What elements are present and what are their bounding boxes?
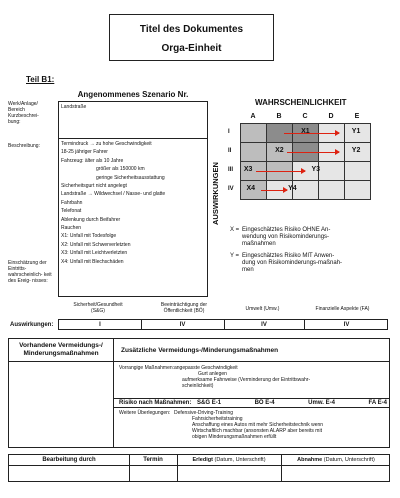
risk-after-sg-value: E-1 (211, 400, 222, 406)
matrix-cell (318, 161, 345, 181)
risk-marker-x4: X4 (246, 184, 256, 192)
risk-marker-x3: X3 (243, 165, 253, 173)
impact-row-label: Auswirkungen: (10, 322, 54, 328)
risk-after-values (197, 400, 391, 406)
description-line: Ablenkung durch Beifahrer (61, 216, 121, 223)
footer-termin: Termin (143, 457, 163, 463)
description-line: Telefonat (61, 208, 82, 215)
einschaetzung-label: Einschätzung der Eintritts- wahrscheinlich- keit des Ereig- nisses: (8, 260, 52, 284)
risk-marker-y1: Y1 (351, 127, 361, 135)
description-line: Rauchen (61, 225, 82, 232)
risk-arrow (287, 152, 339, 153)
matrix-cell (344, 180, 371, 200)
impact-header-umw: Umwelt (Umw.) (245, 306, 280, 312)
description-line: Sicherheitsgurt nicht angelegt (61, 183, 127, 190)
risk-arrow (284, 133, 339, 134)
impact-value-fa: IV (343, 322, 350, 328)
further-label: Weitere Überlegungen: (119, 410, 171, 416)
description-line: X2: Unfall mit Schwerverletzten (61, 241, 131, 248)
risk-after-umw-value: E-4 (325, 400, 335, 406)
risk-after-boe-value: E-4 (265, 400, 275, 406)
title-box (109, 14, 274, 61)
matrix-col-label: A (250, 113, 256, 120)
scenario-heading: Angenommenes Szenario Nr. (77, 90, 189, 99)
existing-measures-heading: Vorhandene Vermeidungs-/ Minderungsmaßnahmen (19, 342, 103, 357)
footer-table (8, 454, 390, 482)
impact-header-boe: Beeinträchtigung der Öffentlichkeit (BÖ) (160, 302, 208, 314)
matrix-row-label: II (228, 148, 232, 154)
risk-marker-y3: Y3 (311, 165, 321, 173)
scenario-box (58, 101, 208, 297)
risk-after-fa-value: E-4 (377, 400, 387, 406)
footer-abnahme: Abnahme (Datum, Unterschrift) (297, 457, 375, 463)
impact-row (58, 319, 388, 330)
risk-after-fa-key: FA (368, 400, 376, 406)
description-line: größer als 150000 km (96, 166, 145, 173)
legend-y: Y = Eingeschätztes Risiko MIT Anwen- dung von Risikominderungs-maßnah- men (230, 253, 343, 273)
impact-header-sg: Sicherheit/Gesundheit (S&G) (73, 302, 123, 314)
risk-after-boe-key: BÖ (254, 400, 264, 406)
document-title: Titel des Dokumentes (139, 24, 244, 35)
matrix-col-label: C (302, 113, 308, 120)
matrix-row-label: IV (228, 186, 234, 192)
risk-after-umw-key: Umw. (308, 400, 324, 406)
description-line: 18-25 jähriger Fahrer (61, 149, 108, 156)
description-list (61, 140, 165, 266)
risk-after-label: Risiko nach Maßnahmen: (119, 400, 192, 406)
risk-marker-y4: Y4 (288, 184, 297, 192)
risk-after-sg-key: S&G (197, 400, 211, 406)
description-line: Termindruck → zu hohe Geschwindigkeit (61, 141, 152, 147)
prior-measures-list: angepasste Geschwindigkeit Gurt anlegen aufmerksame Fahrweise (Verminderung der Eintrittswahr- scheinlichkeit) (174, 365, 311, 389)
risk-marker-x2: X2 (275, 146, 284, 154)
description-line: X1: Unfall mit Todesfolge (61, 233, 117, 240)
risk-arrow (256, 171, 305, 172)
description-line: X3: Unfall mit Leichtverletzten (61, 250, 128, 257)
werk-label: Werk/Anlage/ Bereich Kurzbeschrei- bung: (8, 101, 39, 125)
risk-marker-x1: X1 (301, 127, 310, 135)
risk-arrow (261, 190, 287, 191)
impact-value-boe: IV (179, 322, 186, 328)
beschreibung-label: Beschreibung: (8, 143, 40, 149)
matrix-legend (230, 227, 390, 274)
matrix-row-label: I (228, 129, 230, 135)
prior-measures-label: Vorrangige Maßnahmen: (119, 365, 175, 371)
matrix-cell (318, 180, 345, 200)
description-line: geringe Sicherheitsausstattung (96, 174, 165, 181)
matrix-cell (344, 161, 371, 181)
description-line: Fahrzeug: älter als 10 Jahre (61, 157, 124, 164)
measures-box (8, 338, 390, 448)
legend-x: X = Eingeschätztes Risiko OHNE An- wendung von Risikominderungs- maßnahmen (230, 227, 331, 247)
description-line: X4: Unfall mit Blechschäden (61, 258, 124, 265)
impact-header-fa: Finanzielle Aspekte (FA) (315, 306, 370, 312)
matrix-col-label: D (328, 113, 334, 120)
matrix-col-label: E (354, 113, 360, 120)
matrix-y-axis-label: AUSWIRKUNGEN (211, 162, 220, 225)
risk-matrix (230, 113, 370, 213)
footer-erledigt: Erledigt (Datum, Unterschrift) (192, 457, 266, 463)
further-list: Defensive-Driving-Training Fahrsicherheitstraining Anschaffung eines Autos mit mehr Sicherheitstechnik wenn Wirtschaftlich machbar (ansonsten ALARP aber bereits mit obigen Minderungsmaßnahmen erfüllt (174, 410, 324, 440)
matrix-cell (240, 142, 267, 162)
matrix-col-label: B (276, 113, 282, 120)
part-label: Teil B1: (26, 75, 55, 84)
matrix-row-label: III (228, 167, 234, 173)
matrix-cell (240, 123, 267, 143)
werk-value: Landstraße (61, 104, 87, 110)
impact-value-sg: I (99, 322, 101, 328)
description-line: Landstraße → Wildwechsel / Nasse- und glatte (61, 191, 166, 198)
description-line: Fahrbahn (61, 199, 83, 206)
org-unit: Orga-Einheit (161, 43, 222, 54)
impact-value-umw: IV (261, 322, 267, 328)
risk-marker-y2: Y2 (351, 146, 361, 154)
footer-bearbeitung: Bearbeitung durch (42, 457, 96, 463)
additional-measures-heading: Zusätzliche Vermeidungs-/Minderungsmaßnahmen (121, 347, 279, 354)
matrix-title: WAHRSCHEINLICHKEIT (255, 98, 347, 107)
